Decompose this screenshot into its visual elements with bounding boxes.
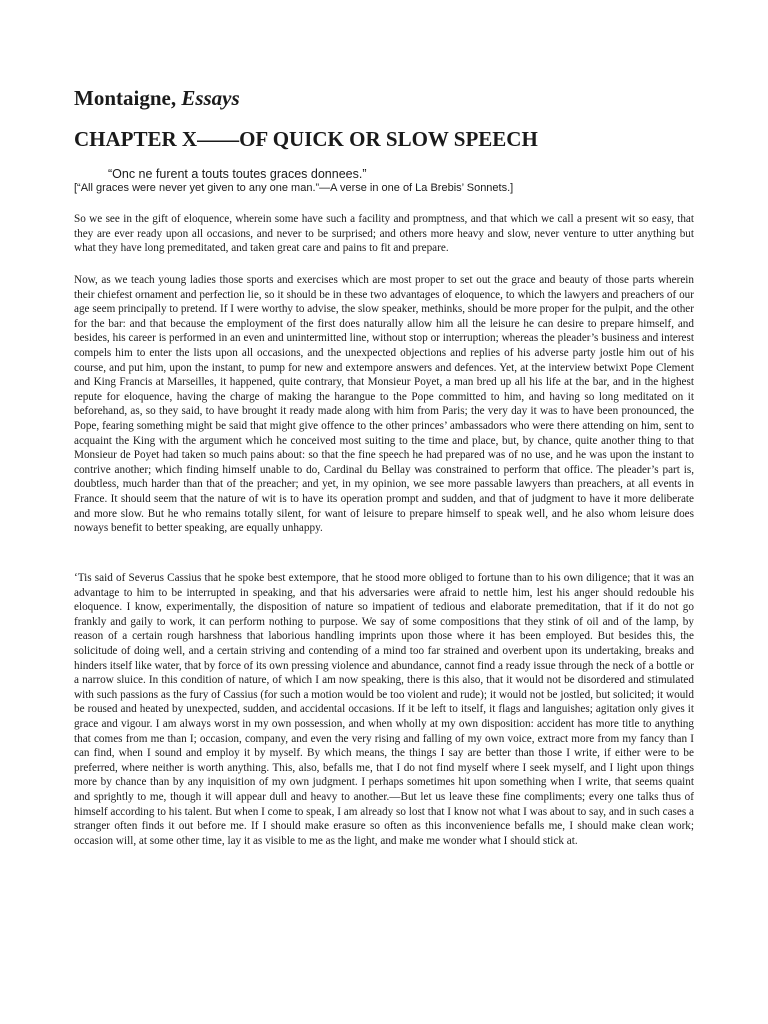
- body-paragraph-3: ‘Tis said of Severus Cassius that he spoke best extempore, that he stood more obliged to fortune than to his own diligence; that it was an advantage to him to be interrupted in speaking, and that his adversaries were afraid to nettle him, lest his anger should redouble his eloquence. I know, experimentally, the disposition of nature so impatient of tedious and elaborate premeditation, that if it do not go frankly and gaily to work, it can perform nothing to purpose. We say of some compositions that they stink of oil and of the lamp, by reason of a certain rough harshness that laborious handling imprints upon those where it has been employed. But besides this, the solicitude of doing well, and a certain striving and contending of a mind too far strained and overbent upon its undertaking, breaks and hinders itself like water, that by force of its own pressing violence and abundance, cannot find a ready issue through the neck of a bottle or a narrow sluice. In this condition of nature, of which I am now speaking, there is this also, that it would not be disordered and stimulated with such passions as the fury of Cassius (for such a motion would be too violent and rude); it would not be jostled, but solicited; it would be roused and heated by unexpected, sudden, and accidental occasions. If it be left to itself, it flags and languishes; agitation only gives it grace and vigour. I am always worst in my own possession, and when wholly at my own disposition: accident has more title to anything that comes from me than I; occasion, company, and even the very rising and falling of my own voice, extract more from my fancy than I can find, when I sound and employ it by myself. By which means, the things I say are better than those I write, if either were to be preferred, where neither is worth anything. This, also, befalls me, that I do not find myself where I seek myself, and I light upon things more by chance than by any inquisition of my own judgment. I perhaps sometimes hit upon something when I write, that seems quaint and sprightly to me, though it will appear dull and heavy to another.—But let us leave these fine compliments; every one talks thus of himself according to his talent. But when I come to speak, I am already so lost that I know not what I was about to say, and in such cases a stranger often finds it out before me. If I should make erasure so often as this inconvenience befalls me, I should make clean work; occasion will, at some other time, lay it as visible to me as the light, and make me wonder what I should stick at.: [74, 572, 694, 847]
- author-name: Montaigne,: [74, 86, 177, 110]
- work-title: Essays: [181, 86, 240, 110]
- body-paragraph-2: Now, as we teach young ladies those sports and exercises which are most proper to set out the grace and beauty of those parts wherein their chiefest ornament and perfection lie, so it should be in these two advantages of eloquence, to which the lawyers and preachers of our age seem principally to pretend. If I were worthy to advise, the slow speaker, methinks, should be more proper for the pulpit, and the other for the bar: and that because the employment of the first does naturally allow him all the leisure he can desire to prepare himself, and besides, his career is performed in an even and unintermitted line, without stop or interruption; whereas the pleader’s business and interest compels him to enter the lists upon all occasions, and the unexpected objections and replies of his adverse party jostle him out of his course, and put him, upon the instant, to pump for new and extempore answers and defences. Yet, at the interview betwixt Pope Clement and King Francis at Marseilles, it happened, quite contrary, that Monsieur Poyet, a man bred up all his life at the bar, and in the highest repute for eloquence, having the charge of making the harangue to the Pope committed to him, and having so long meditated on it beforehand, as, so they said, to have brought it ready made along with him from Paris; the very day it was to have been pronounced, the Pope, fearing something might be said that might give offence to the other princes’ ambassadors who were there attending on him, sent to acquaint the King with the argument which he conceived most suiting to the time and place, but, by chance, quite another thing to that Monsieur de Poyet had taken so much pains about: so that the fine speech he had prepared was of no use, and he was upon the instant to contrive another; which finding himself unable to do, Cardinal du Bellay was constrained to perform that office. The pleader’s part is, doubtless, much harder than that of the preacher; and yet, in my opinion, we see more passable lawyers than preachers, at all events in France. It should seem that the nature of wit is to have its operation prompt and sudden, and that of judgment to have it more deliberate and more slow. But he who remains totally silent, for want of leisure to prepare himself to speak well, and he also whom leisure does noways benefit to better speaking, are equally unhappy.: [74, 274, 694, 535]
- epigraph-translation: [“All graces were never yet given to any one man.”—A verse in one of La Brebis’ Sonnets.]: [74, 182, 514, 194]
- body-paragraph-1: So we see in the gift of eloquence, wherein some have such a facility and promptness, and that which we call a present wit so easy, that they are ever ready upon all occasions, and never to be surprised; and others more heavy and slow, never venture to utter anything but what they have long premeditated, and taken great care and pains to fit and prepare.: [74, 213, 694, 255]
- chapter-heading: CHAPTER X——OF QUICK OR SLOW SPEECH: [74, 127, 538, 151]
- book-title: [74, 86, 240, 111]
- epigraph-quote: “Onc ne furent a touts toutes graces donnees.”: [108, 167, 367, 181]
